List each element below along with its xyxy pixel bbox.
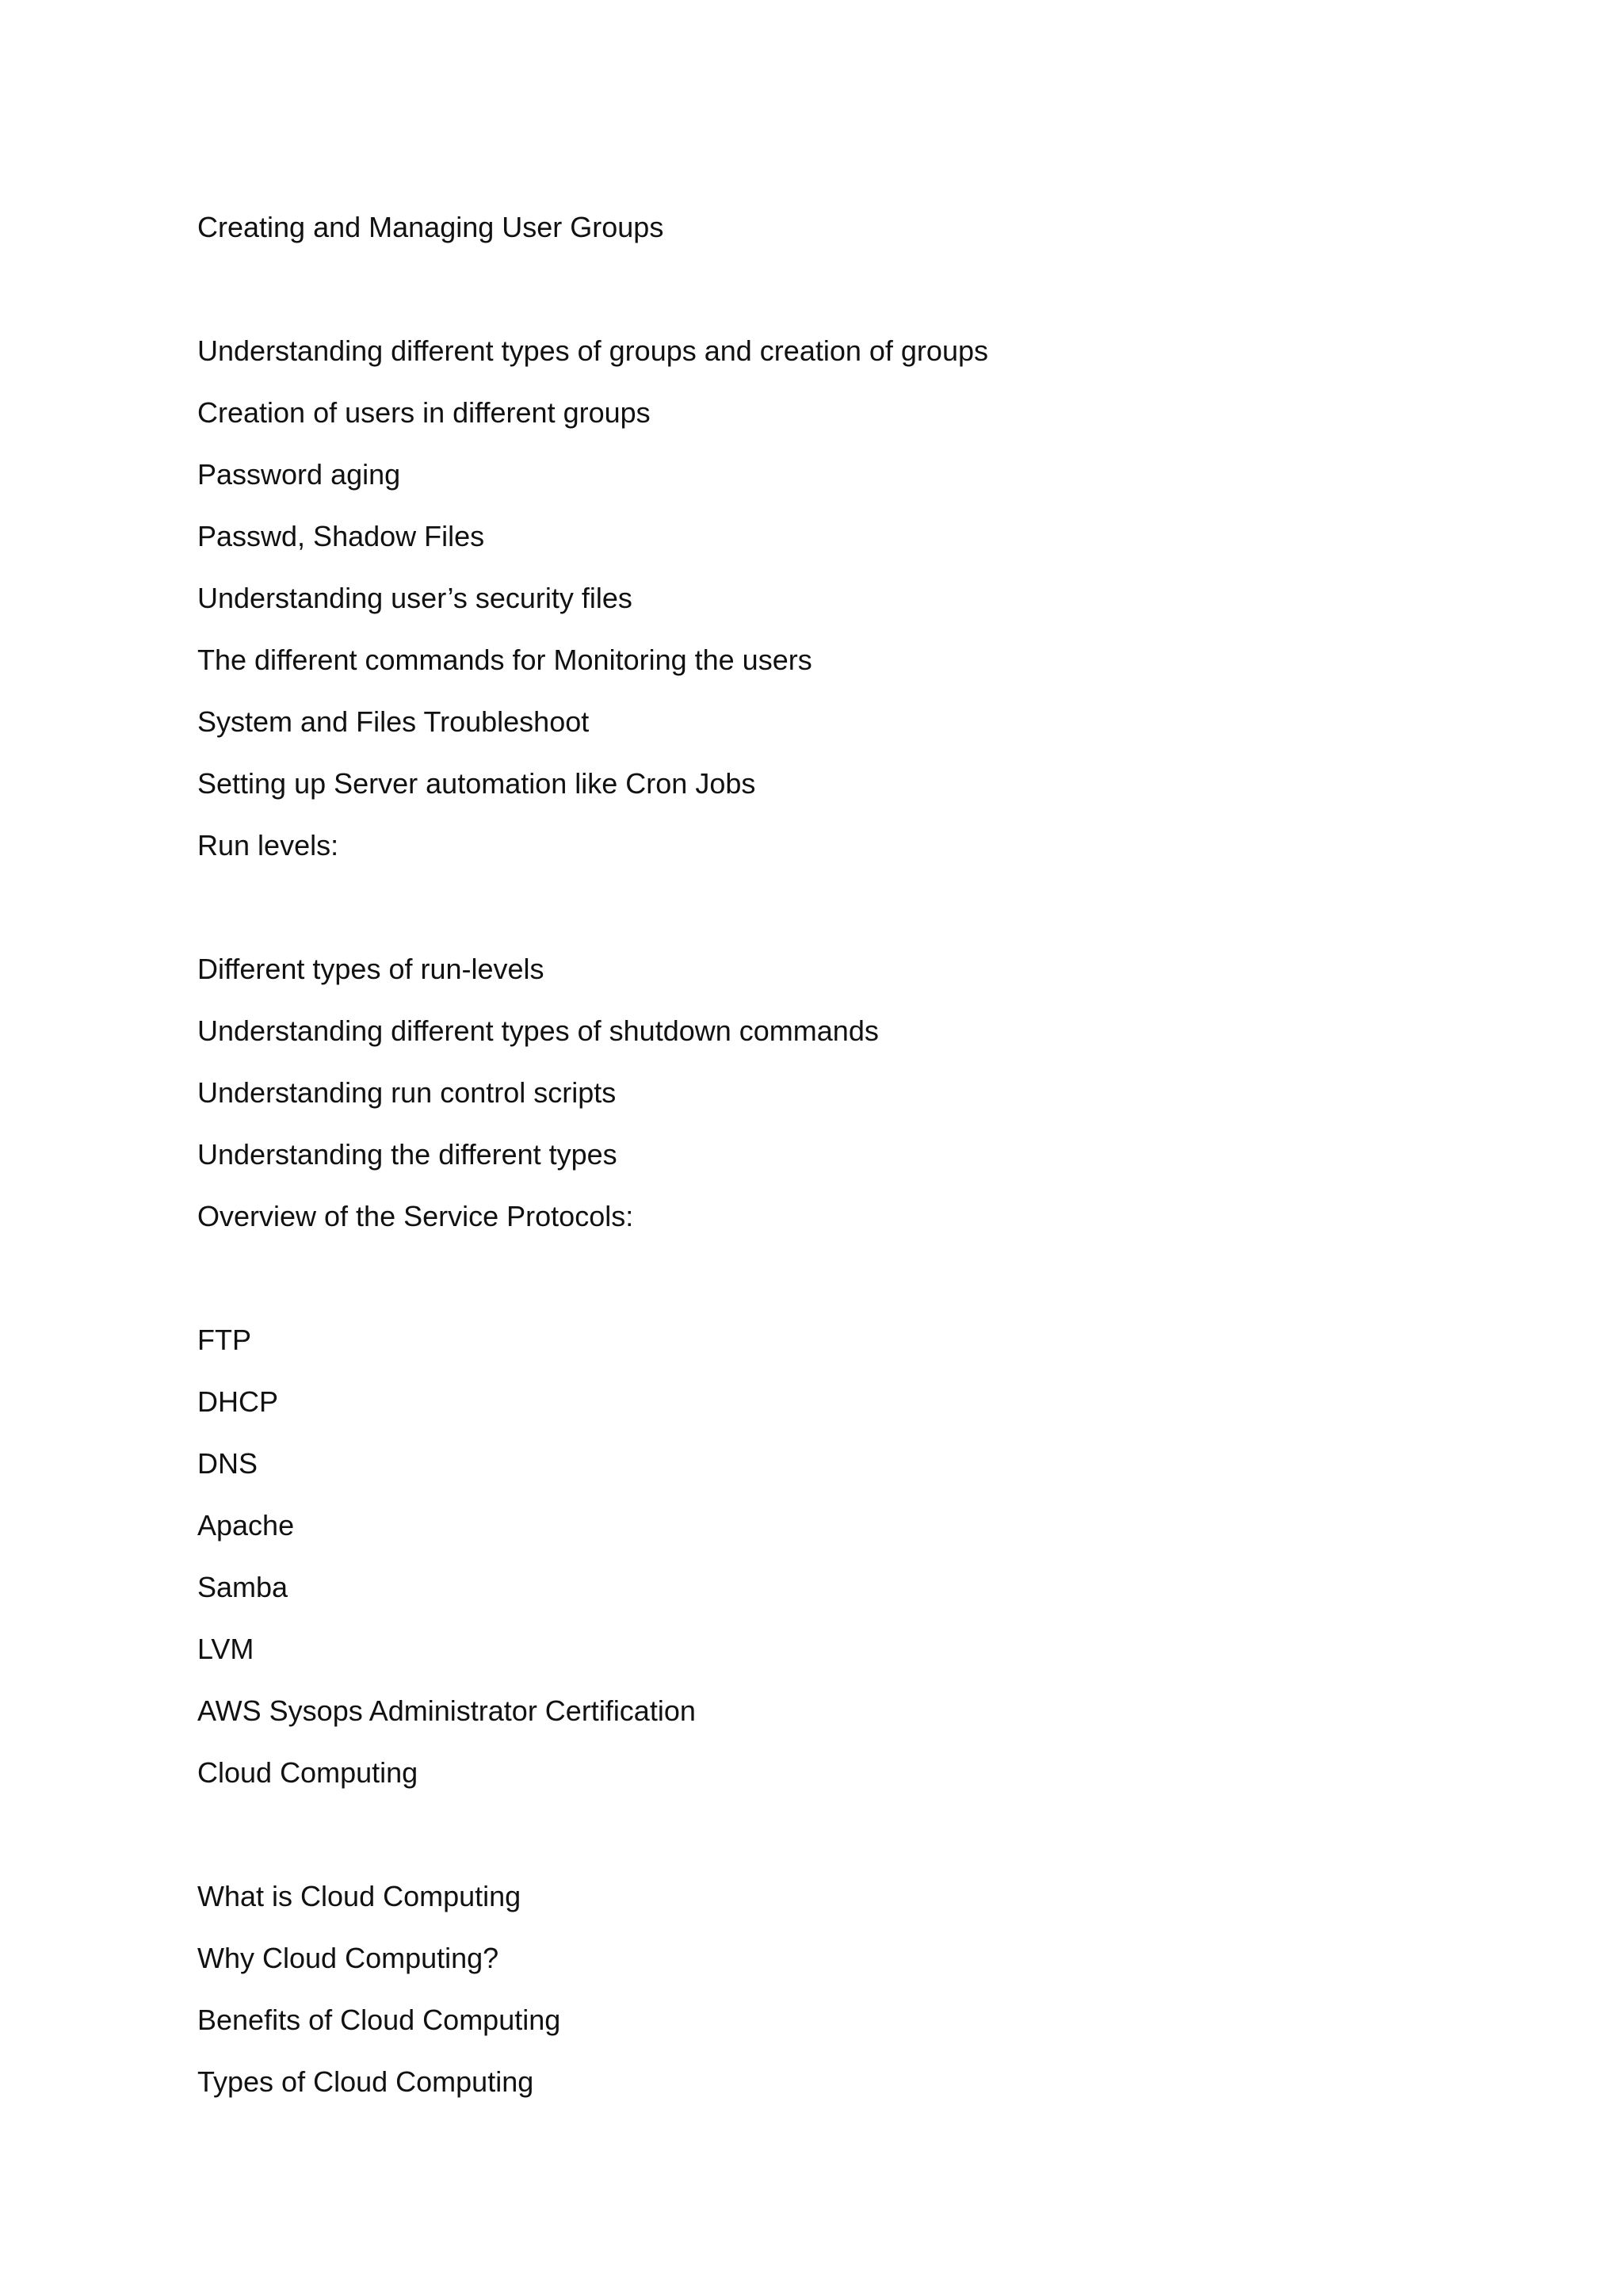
list-item: Benefits of Cloud Computing [197,2004,561,2036]
document-body [197,197,1465,2113]
list-item: Understanding user’s security files [197,582,632,614]
list-item: DHCP [197,1385,279,1418]
list-item: The different commands for Monitoring the users [197,644,812,676]
list-item: Understanding run control scripts [197,1076,617,1109]
list-item: Different types of run-levels [197,953,544,985]
blank-line [197,258,1465,320]
list-item: Setting up Server automation like Cron Jobs [197,767,756,800]
list-item: Overview of the Service Protocols: [197,1200,634,1232]
list-item: Why Cloud Computing? [197,1942,499,1974]
list-item: LVM [197,1633,254,1665]
list-item: Types of Cloud Computing [197,2065,534,2098]
list-item: Passwd, Shadow Files [197,520,485,552]
list-item: Understanding the different types [197,1138,617,1171]
list-item: AWS Sysops Administrator Certification [197,1694,696,1727]
list-item: DNS [197,1447,258,1480]
list-item: Understanding different types of groups and creation of groups [197,334,988,367]
list-item: Creation of users in different groups [197,396,651,429]
blank-line [197,1804,1465,1866]
list-item: Apache [197,1509,295,1541]
blank-line [197,1247,1465,1309]
list-item: Understanding different types of shutdown commands [197,1014,879,1047]
list-item: System and Files Troubleshoot [197,705,590,738]
blank-line [197,877,1465,938]
list-item: Run levels: [197,829,339,861]
list-item: Password aging [197,458,401,491]
list-item: Cloud Computing [197,1756,418,1789]
section-heading: Creating and Managing User Groups [197,211,664,243]
list-item: Samba [197,1571,288,1603]
list-item: FTP [197,1324,251,1356]
list-item: What is Cloud Computing [197,1880,521,1912]
